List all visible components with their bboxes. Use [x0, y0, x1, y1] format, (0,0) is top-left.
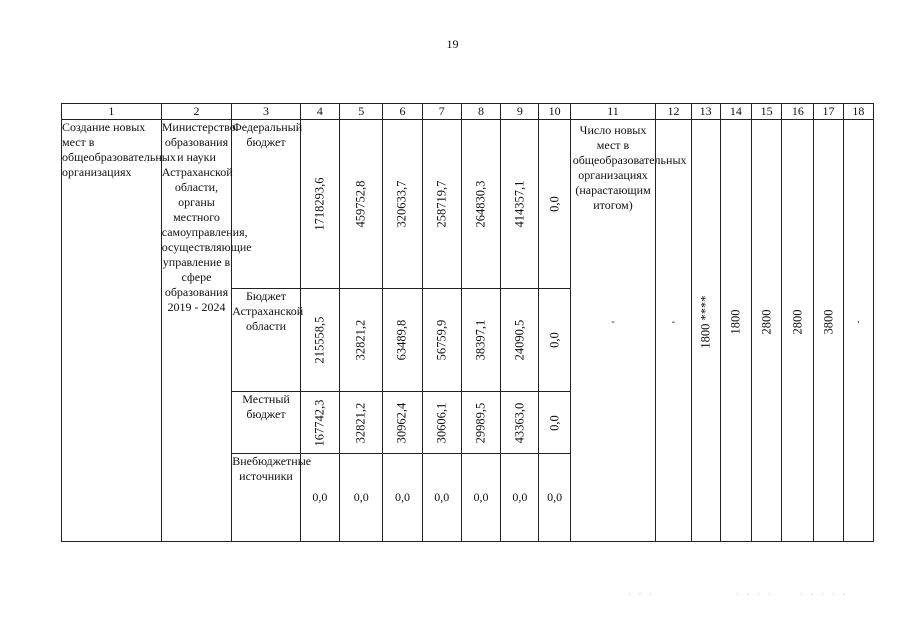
col-header: 14 — [720, 104, 751, 120]
value-cell: 24090,5 — [501, 289, 539, 392]
col-header: 12 — [656, 104, 691, 120]
target-cell: 1800 **** — [691, 120, 720, 542]
value-cell: 0,0 — [539, 454, 570, 542]
source-cell: Бюджет Астраханской области — [232, 289, 301, 392]
col-header: 4 — [300, 104, 339, 120]
value-cell: 38397,1 — [461, 289, 500, 392]
source-cell: Внебюджетные источники — [232, 454, 301, 542]
target-cell: - — [843, 120, 873, 542]
value-cell: 0,0 — [539, 392, 570, 454]
col-header: 17 — [814, 104, 843, 120]
source-cell: Федеральный бюджет — [232, 120, 301, 289]
value-cell: 1718293,6 — [300, 120, 339, 289]
indicator-text: Число новых мест в общеобразовательных организациях (нарастающим итогом) — [572, 123, 687, 212]
value-cell: 0,0 — [422, 454, 461, 542]
indicator-dash: - — [611, 316, 615, 328]
value-cell: 0,0 — [383, 454, 422, 542]
value-cell: 0,0 — [461, 454, 500, 542]
value-cell: 32821,2 — [340, 392, 383, 454]
value-cell: 167742,3 — [300, 392, 339, 454]
value-cell: 459752,8 — [340, 120, 383, 289]
target-cell: 1800 — [720, 120, 751, 542]
source-cell: Местный бюджет — [232, 392, 301, 454]
value-cell: 29989,5 — [461, 392, 500, 454]
col-header: 9 — [501, 104, 539, 120]
col-header: 18 — [843, 104, 873, 120]
col-header: 3 — [232, 104, 301, 120]
col-header: 7 — [422, 104, 461, 120]
col-header: 1 — [62, 104, 162, 120]
value-cell: 32821,2 — [340, 289, 383, 392]
value-cell: 30962,4 — [383, 392, 422, 454]
value-cell: 56759,9 — [422, 289, 461, 392]
executor-cell: Министерство образования и науки Астраханской области, органы местного самоуправления, осуществляющие управление в сфере образования 2019 - 2024 — [161, 120, 232, 542]
value-cell: 215558,5 — [300, 289, 339, 392]
target-cell: 3800 — [814, 120, 843, 542]
value-cell: 0,0 — [539, 289, 570, 392]
col-header: 6 — [383, 104, 422, 120]
target-cell: 2800 — [751, 120, 781, 542]
col-header: 2 — [161, 104, 232, 120]
col-header: 10 — [539, 104, 570, 120]
value-cell: 264830,3 — [461, 120, 500, 289]
table-row — [62, 120, 874, 289]
value-cell: 0,0 — [340, 454, 383, 542]
value-cell: 30606,1 — [422, 392, 461, 454]
program-table — [61, 103, 874, 542]
col-header: 15 — [751, 104, 781, 120]
target-cell: - — [656, 120, 691, 542]
col-header: 13 — [691, 104, 720, 120]
indicator-cell — [570, 120, 687, 542]
target-cell: 2800 — [782, 120, 814, 542]
measure-cell: Создание новых мест в общеобразовательных организациях — [62, 120, 162, 542]
col-header: 5 — [340, 104, 383, 120]
value-cell: 0,0 — [501, 454, 539, 542]
value-cell: 0,0 — [539, 120, 570, 289]
col-header: 8 — [461, 104, 500, 120]
col-header: 11 — [570, 104, 656, 120]
col-header: 16 — [782, 104, 814, 120]
value-cell: 414357,1 — [501, 120, 539, 289]
value-cell: 63489,8 — [383, 289, 422, 392]
value-cell: 320633,7 — [383, 120, 422, 289]
value-cell: 258719,7 — [422, 120, 461, 289]
value-cell: 43363,0 — [501, 392, 539, 454]
header-row — [62, 104, 874, 120]
scan-speckle: · · · · · — [800, 590, 849, 599]
scan-speckle: · · · · — [736, 590, 774, 599]
value-cell: 0,0 — [300, 454, 339, 542]
scan-speckle: · · · — [628, 590, 655, 599]
page-number: 19 — [446, 37, 459, 51]
